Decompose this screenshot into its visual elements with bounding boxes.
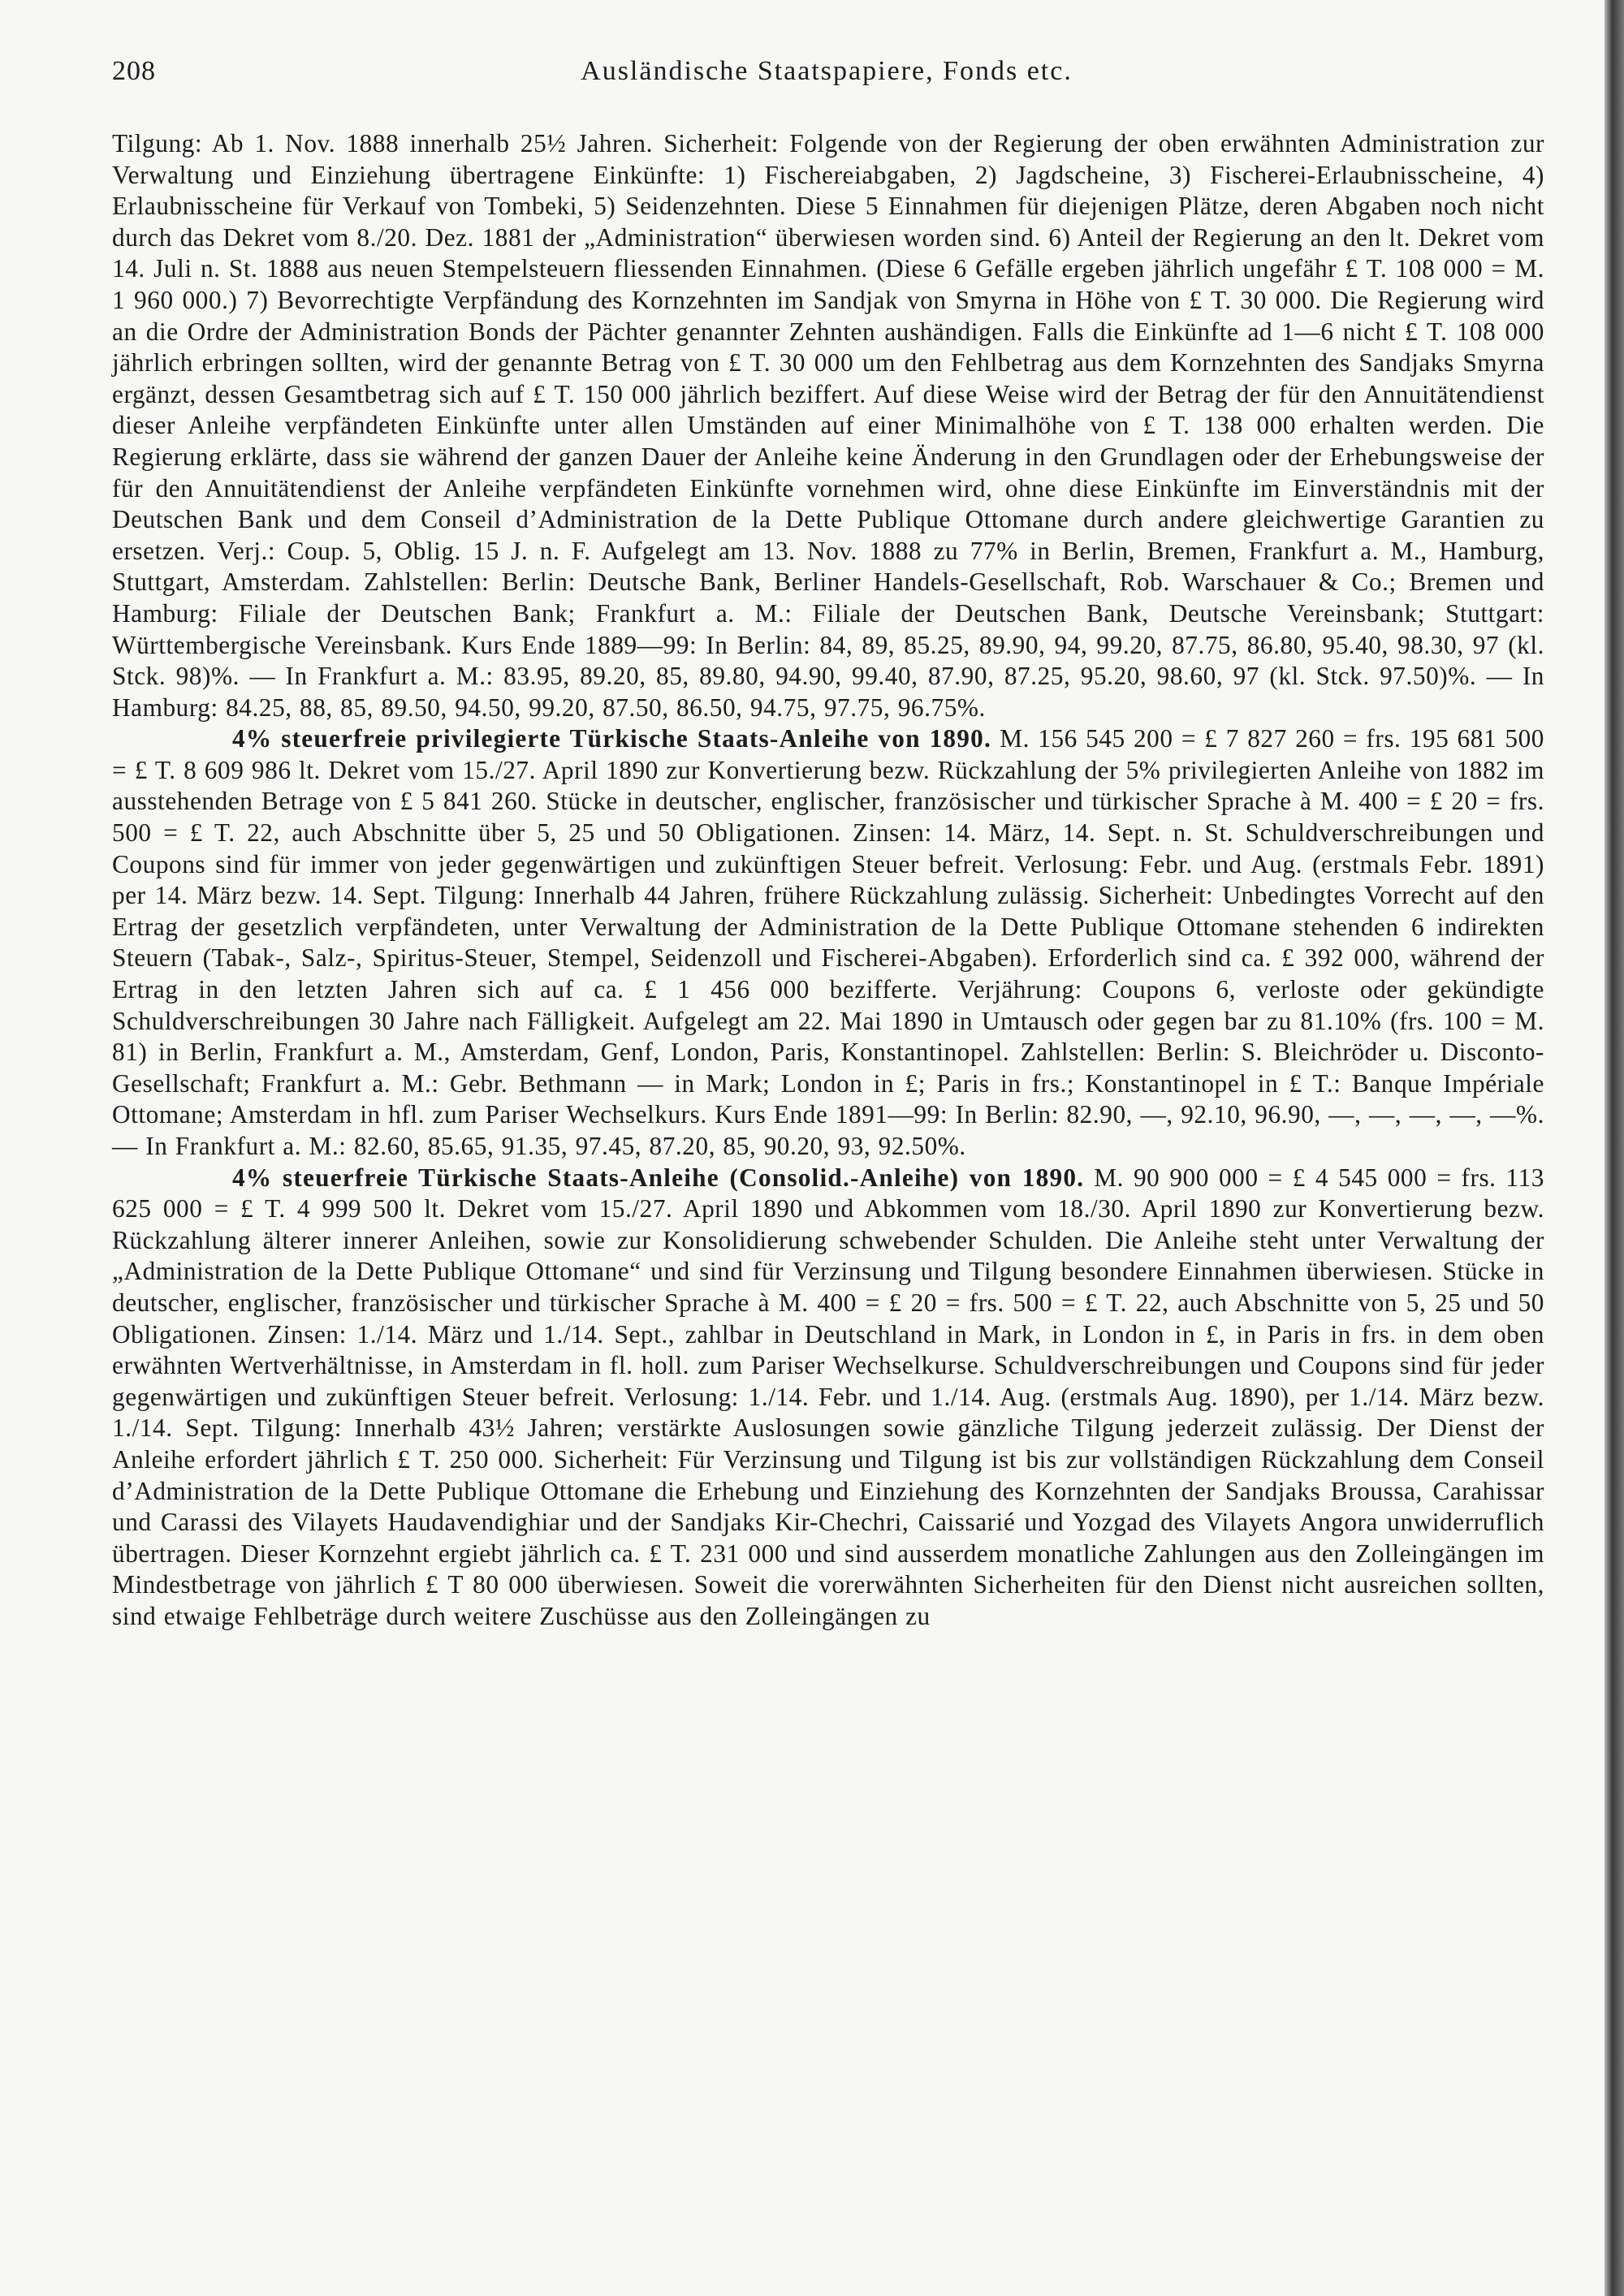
page-number: 208 xyxy=(112,56,156,86)
page-edge-shadow xyxy=(1605,0,1624,2296)
section-heading: 4% steuerfreie privilegierte Türkische Staats-Anleihe von 1890. xyxy=(232,724,991,753)
page-header xyxy=(112,47,1541,96)
section-consolid-anleihe-1890 xyxy=(112,1163,1544,1633)
section-privilegierte-anleihe-1890 xyxy=(112,723,1544,1162)
paragraph-tilgung xyxy=(112,128,1544,723)
running-title: Ausländische Staatspapiere, Fonds etc. xyxy=(581,56,1073,86)
body-text xyxy=(112,128,1544,1633)
section-text: M. 90 900 000 = £ 4 545 000 = frs. 113 625 000 = £ T. 4 999 500 lt. Dekret vom 15./27. April 1890 und Abkommen vom 18./30. April 1890 zur Konvertierung bezw. Rückzahlung älterer innerer Anleihen, sowie zur Konsolidierung schwebender Schulden. Die Anleihe steht unter Verwaltung der „Administration de la Dette Publique Ottomane“ und sind für Verzinsung und Tilgung besondere Einnahmen überwiesen. Stücke in deutscher, englischer, französischer und türkischer Sprache à M. 400 = £ 20 = frs. 500 = £ T. 22, auch Abschnitte von 5, 25 und 50 Obligationen. Zinsen: 1./14. März und 1./14. Sept., zahlbar in Deutschland in Mark, in London in £, in Paris in frs. in dem oben erwähnten Wertverhältnisse, in Amsterdam in fl. holl. zum Pariser Wechselkurse. Schuldverschreibungen und Coupons sind für jeder gegenwärtigen und zukünftigen Steuer befreit. Verlosung: 1./14. Febr. und 1./14. Aug. (erstmals Aug. 1890), per 1./14. März bezw. 1./14. Sept. Tilgung: Innerhalb 43½ Jahren; verstärkte Auslosungen sowie gänzliche Tilgung jederzeit zulässig. Der Dienst der Anleihe erfordert jährlich £ T. 250 000. Sicherheit: Für Verzinsung und Tilgung ist bis zur vollständigen Rückzahlung dem Conseil d’Administration de la Dette Publique Ottomane die Erhebung und Einziehung des Kornzehnten der Sandjaks Broussa, Carahissar und Carassi des Vilayets Haudavendighiar und der Sandjaks Kir-Chechri, Caissarié und Yozgad des Vilayets Angora unwiderruflich übertragen. Dieser Kornzehnt ergiebt jährlich ca. £ T. 231 000 und sind ausserdem monatliche Zahlungen aus den Zolleingängen im Mindestbetrage von jährlich £ T 80 000 überwiesen. Soweit die vorerwähnten Sicherheiten für den Dienst nicht ausreichen sollten, sind etwaige Fehlbeträge durch weitere Zuschüsse aus den Zolleingängen zu xyxy=(112,1163,1544,1630)
section-heading: 4% steuerfreie Türkische Staats-Anleihe (Consolid.-Anleihe) von 1890. xyxy=(232,1163,1085,1192)
section-text: M. 156 545 200 = £ 7 827 260 = frs. 195 681 500 = £ T. 8 609 986 lt. Dekret vom 15./27. April 1890 zur Konvertierung bezw. Rückzahlung der 5% privilegierten Anleihe von 1882 im ausstehenden Betrage von £ 5 841 260. Stücke in deutscher, englischer, französischer und türkischer Sprache à M. 400 = £ 20 = frs. 500 = £ T. 22, auch Abschnitte über 5, 25 und 50 Obligationen. Zinsen: 14. März, 14. Sept. n. St. Schuldverschreibungen und Coupons sind für immer von jeder gegenwärtigen und zukünftigen Steuer befreit. Verlosung: Febr. und Aug. (erstmals Febr. 1891) per 14. März bezw. 14. Sept. Tilgung: Innerhalb 44 Jahren, frühere Rückzahlung zulässig. Sicherheit: Unbedingtes Vorrecht auf den Ertrag der gesetzlich verpfändeten, unter Verwaltung der Administration de la Dette Publique Ottomane stehenden 6 indirekten Steuern (Tabak-, Salz-, Spiritus-Steuer, Stempel, Seidenzoll und Fischerei-Abgaben). Erforderlich sind ca. £ 392 000, während der Ertrag in den letzten Jahren sich auf ca. £ 1 456 000 bezifferte. Verjährung: Coupons 6, verloste oder gekündigte Schuldverschreibungen 30 Jahre nach Fälligkeit. Aufgelegt am 22. Mai 1890 in Umtausch oder gegen bar zu 81.10% (frs. 100 = M. 81) in Berlin, Frankfurt a. M., Amsterdam, Genf, London, Paris, Konstantinopel. Zahlstellen: Berlin: S. Bleichröder u. Disconto-Gesellschaft; Frankfurt a. M.: Gebr. Bethmann — in Mark; London in £; Paris in frs.; Konstantinopel in £ T.: Banque Impériale Ottomane; Amsterdam in hfl. zum Pariser Wechselkurs. Kurs Ende 1891—99: In Berlin: 82.90, —, 92.10, 96.90, —, —, —, —, —%. — In Frankfurt a. M.: 82.60, 85.65, 91.35, 97.45, 87.20, 85, 90.20, 93, 92.50%. xyxy=(112,724,1544,1160)
paragraph-text: Tilgung: Ab 1. Nov. 1888 innerhalb 25½ Jahren. Sicherheit: Folgende von der Regierung der oben erwähnten Administration zur Verwaltung und Einziehung übertragene Einkünfte: 1) Fischereiabgaben, 2) Jagdscheine, 3) Fischerei-Erlaubnisscheine, 4) Erlaubnisscheine für Verkauf von Tombeki, 5) Seidenzehnten. Diese 5 Einnahmen für diejenigen Plätze, deren Abgaben noch nicht durch das Dekret vom 8./20. Dez. 1881 der „Administration“ überwiesen worden sind. 6) Anteil der Regierung an den lt. Dekret vom 14. Juli n. St. 1888 aus neuen Stempelsteuern fliessenden Einnahmen. (Diese 6 Gefälle ergeben jährlich ungefähr £ T. 108 000 = M. 1 960 000.) 7) Bevorrechtigte Verpfändung des Kornzehnten im Sandjak von Smyrna in Höhe von £ T. 30 000. Die Regierung wird an die Ordre der Administration Bonds der Pächter genannter Zehnten aushändigen. Falls die Einkünfte ad 1—6 nicht £ T. 108 000 jährlich erbringen sollten, wird der genannte Betrag von £ T. 30 000 um den Fehlbetrag aus dem Kornzehnten des Sandjaks Smyrna ergänzt, dessen Gesamtbetrag sich auf £ T. 150 000 jährlich beziffert. Auf diese Weise wird der Betrag der für den Annuitätendienst dieser Anleihe verpfändeten Einkünfte unter allen Umständen auf einer Minimalhöhe von £ T. 138 000 erhalten werden. Die Regierung erklärte, dass sie während der ganzen Dauer der Anleihe keine Änderung in den Grundlagen oder der Erhebungsweise der für den Annuitätendienst der Anleihe verpfändeten Einkünfte vornehmen wird, ohne diese Einkünfte im Einverständnis mit der Deutschen Bank und dem Conseil d’Administration de la Dette Publique Ottomane durch andere gleichwertige Garantien zu ersetzen. Verj.: Coup. 5, Oblig. 15 J. n. F. Aufgelegt am 13. Nov. 1888 zu 77% in Berlin, Bremen, Frankfurt a. M., Hamburg, Stuttgart, Amsterdam. Zahlstellen: Berlin: Deutsche Bank, Berliner Handels-Gesellschaft, Rob. Warschauer & Co.; Bremen und Hamburg: Filiale der Deutschen Bank; Frankfurt a. M.: Filiale der Deutschen Bank, Deutsche Vereinsbank; Stuttgart: Württembergische Vereinsbank. Kurs Ende 1889—99: In Berlin: 84, 89, 85.25, 89.90, 94, 99.20, 87.75, 86.80, 95.40, 98.30, 97 (kl. Stck. 98)%. — In Frankfurt a. M.: 83.95, 89.20, 85, 89.80, 94.90, 99.40, 87.90, 87.25, 95.20, 98.60, 97 (kl. Stck. 97.50)%. — In Hamburg: 84.25, 88, 85, 89.50, 94.50, 99.20, 87.50, 86.50, 94.75, 97.75, 96.75%. xyxy=(112,129,1544,722)
